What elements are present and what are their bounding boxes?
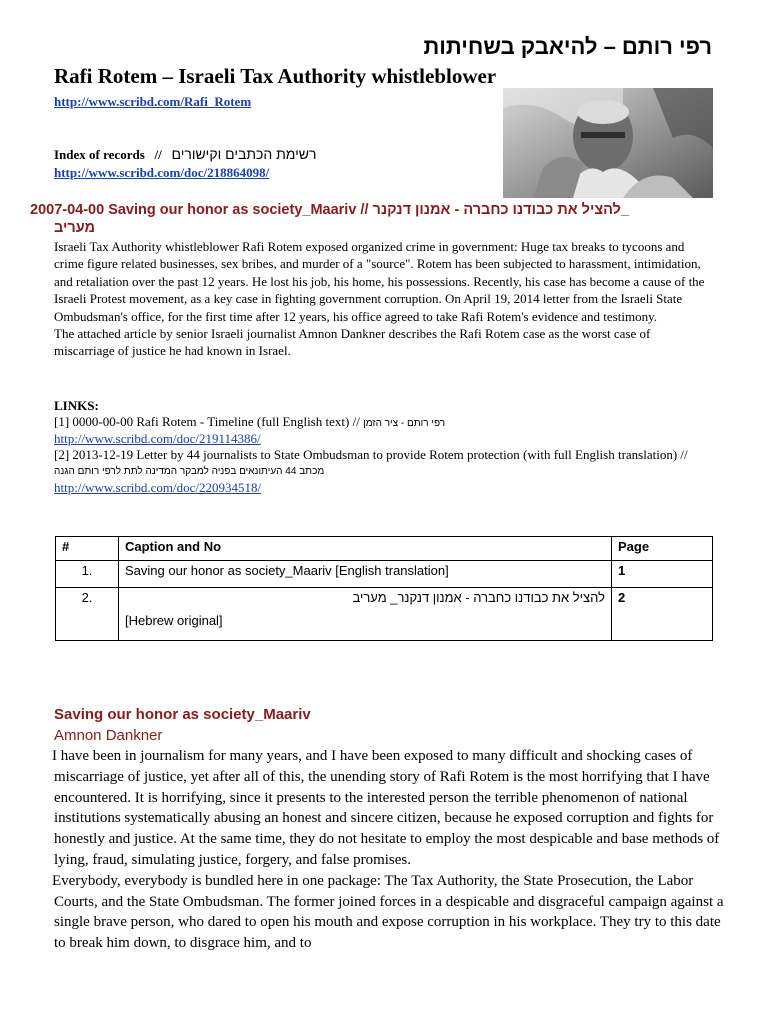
row-2-num: 2. bbox=[56, 588, 119, 641]
row-1-page: 1 bbox=[612, 561, 713, 588]
portrait-photo bbox=[503, 88, 713, 198]
index-separator: // bbox=[154, 147, 162, 162]
link-item-2 bbox=[54, 447, 714, 480]
link-item-2-url[interactable]: http://www.scribd.com/doc/220934518/ bbox=[54, 479, 262, 495]
intro-paragraph-2: The attached article by senior Israeli journalist Amnon Dankner describes the Rafi Rotem case as the worst case of miscarriage of justice he had known in Israel. bbox=[54, 326, 651, 359]
row-2-page: 2 bbox=[612, 588, 713, 641]
header-num: # bbox=[56, 537, 119, 561]
intro-text bbox=[54, 238, 714, 360]
table-header-row bbox=[56, 537, 713, 561]
link-item-2-hebrew: מכתב 44 העיתונאים בפניה למבקר המדינה לתת לרפי רותם הגנה bbox=[54, 466, 325, 477]
link-item-2-text: [2] 2013-12-19 Letter by 44 journalists to State Ombudsman to provide Rotem protection (with full English translation) // bbox=[54, 446, 688, 462]
link-item-1-url[interactable]: http://www.scribd.com/doc/219114386/ bbox=[54, 431, 261, 446]
table-row bbox=[56, 561, 713, 588]
row-1-caption: Saving our honor as society_Maariv [English translation] bbox=[119, 561, 612, 588]
section-heading bbox=[30, 202, 710, 236]
row-2-caption-hebrew: להציל את כבודנו כחברה - אמנון דנקנר_ מעריב bbox=[352, 590, 605, 605]
intro-paragraph-1: Israeli Tax Authority whistleblower Rafi Rotem exposed organized crime in government: Huge tax breaks to tycoons and crime figure related businesses, sex bribes, and murder of a "source". Rotem has been subjected to harassment, intimidation, and retaliation over the past 12 years. He lost his job, his home, his possessions. Recently, his case has become a cause of the Israeli Protest movement, as a key case in fighting government corruption. On April 19, 2014 letter from the Israeli State Ombudsman's office, for the first time after 12 years, his office agreed to take Rafi Rotem's evidence and testimony. bbox=[54, 239, 705, 324]
links-heading: LINKS: bbox=[54, 398, 99, 413]
row-2-caption-cell bbox=[119, 588, 612, 641]
table-row bbox=[56, 588, 713, 641]
index-hebrew-label: רשימת הכתבים וקישורים bbox=[171, 146, 317, 162]
link-item-1-text: [1] 0000-00-00 Rafi Rotem - Timeline (full English text) // bbox=[54, 413, 364, 429]
article-title: Saving our honor as society_Maariv bbox=[54, 706, 311, 723]
article-body bbox=[54, 746, 724, 954]
section-heading-line2: מעריב bbox=[54, 220, 96, 236]
english-title: Rafi Rotem – Israeli Tax Authority whistleblower bbox=[54, 64, 497, 88]
index-line bbox=[54, 146, 316, 163]
link-item-1 bbox=[54, 414, 714, 432]
header-caption: Caption and No bbox=[119, 537, 612, 561]
article-author: Amnon Dankner bbox=[54, 727, 163, 744]
index-link[interactable]: http://www.scribd.com/doc/218864098/ bbox=[54, 165, 270, 180]
article-paragraph-1: I have been in journalism for many years, and I have been exposed to many difficult and shocking cases of miscarriage of justice, yet after all of this, the unending story of Rafi Rotem is the most horrifying that I have encountered. It is horrifying, since it presents to the interested person the terrible phenomenon of national institutions systematically abusing an honest and sincere citizen, because he exposed corruption and fights for honestly and justice. At the same time, they do not hesitate to employ the most despicable and base methods of lying, fraud, simulating justice, forgery, and false promises. bbox=[52, 748, 720, 868]
row-2-caption: [Hebrew original] bbox=[125, 613, 223, 628]
portrait-photo-drawing bbox=[503, 88, 713, 198]
contents-table bbox=[55, 536, 713, 641]
section-heading-line1: 2007-04-00 Saving our honor as society_Maariv // להציל את כבודנו כחברה - אמנון דנקנר_ bbox=[30, 202, 630, 218]
row-1-num: 1. bbox=[56, 561, 119, 588]
profile-link[interactable]: http://www.scribd.com/Rafi_Rotem bbox=[54, 94, 252, 109]
index-label: Index of records bbox=[54, 147, 145, 162]
hebrew-title: רפי רותם – להיאבק בשחיתות bbox=[423, 34, 712, 59]
links-section bbox=[54, 398, 714, 495]
link-item-1-hebrew: רפי רותם - ציר הזמן bbox=[363, 417, 446, 429]
header-page: Page bbox=[612, 537, 713, 561]
article-paragraph-2: Everybody, everybody is bundled here in one package: The Tax Authority, the State Prosecution, the Labor Courts, and the State Ombudsman. The former joined forces in a despicable and disgraceful campaign against a single brave person, who dared to open his mouth and expose corruption in his workplace. They try to this date to break him down, to disgrace him, and to bbox=[52, 872, 724, 952]
